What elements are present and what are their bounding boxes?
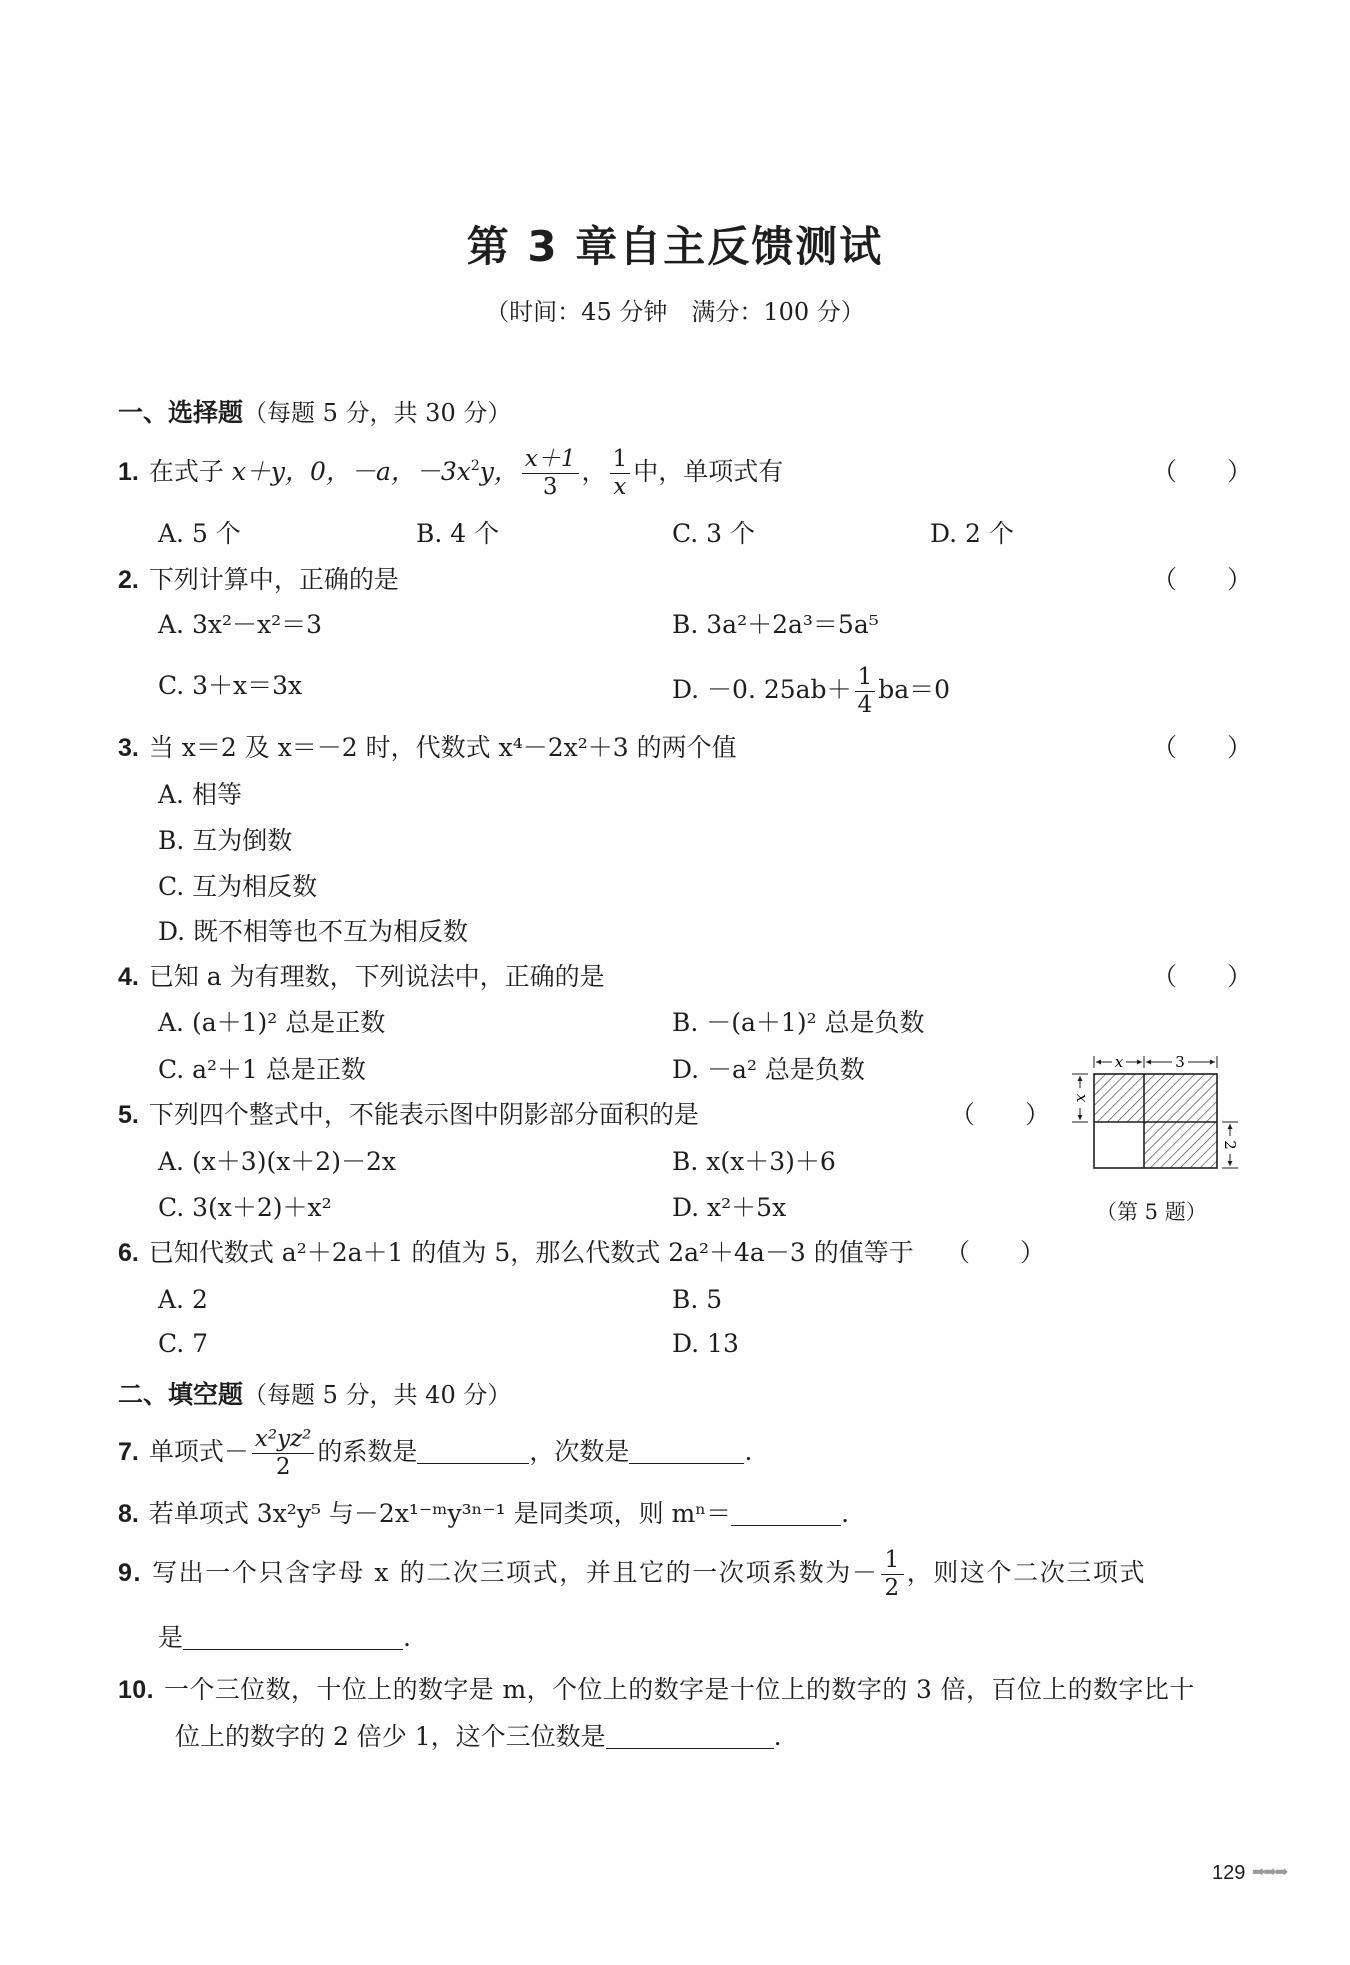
section-2-note: （每题 5 分，共 40 分） <box>243 1381 512 1409</box>
question-3-option-d: D. 既不相等也不互为相反数 <box>158 917 469 946</box>
figure-label-3: 3 <box>1175 1053 1185 1071</box>
question-6-option-b: B. 5 <box>672 1285 723 1314</box>
question-1-option-d: D. 2 个 <box>930 519 1014 548</box>
question-4-option-b: B. －(a＋1)² 总是负数 <box>672 1008 925 1037</box>
question-5-text: 下列四个整式中，不能表示图中阴影部分面积的是 <box>148 1100 699 1129</box>
page-subtitle: （时间：45 分钟 满分：100 分） <box>485 298 865 326</box>
question-4-option-d: D. －a² 总是负数 <box>672 1055 865 1084</box>
question-9-line-2: 是 . <box>158 1623 411 1652</box>
question-5-option-c: C. 3(x＋2)＋x² <box>158 1193 332 1222</box>
section-1-heading <box>118 393 511 429</box>
question-1-option-b: B. 4 个 <box>416 519 500 548</box>
question-2-option-a: A. 3x²－x²＝3 <box>158 610 323 639</box>
question-5 <box>118 1095 699 1135</box>
question-8: 8. 若单项式 3x²y⁵ 与－2x¹⁻ᵐy³ⁿ⁻¹ 是同类项，则 mⁿ＝ . <box>118 1499 850 1528</box>
section-2-heading <box>118 1375 511 1411</box>
question-3 <box>118 728 737 768</box>
question-1-option-c: C. 3 个 <box>672 519 755 548</box>
arrow-decoration-icon: ➡➡➡ <box>1252 1862 1287 1881</box>
question-1-answer-paren[interactable]: （ ） <box>1152 457 1253 486</box>
question-3-option-a: A. 相等 <box>158 780 242 809</box>
question-2-number: 2. <box>118 566 139 594</box>
question-1-text-b: 中，单项式有 <box>633 457 784 486</box>
question-1-expr: x＋y，0，－a，$-3x^2y$， <box>231 457 519 486</box>
question-7-number: 7. <box>118 1438 139 1466</box>
section-1-label: 一、选择题 <box>118 398 244 427</box>
question-8-number: 8. <box>118 1500 139 1528</box>
question-4-option-a: A. (a＋1)² 总是正数 <box>158 1008 386 1037</box>
question-2-option-c: C. 3＋x＝3x <box>158 671 303 700</box>
question-4-option-c: C. a²＋1 总是正数 <box>158 1055 366 1084</box>
question-5-option-b: B. x(x＋3)＋6 <box>672 1147 836 1176</box>
question-10 <box>118 1670 1195 1710</box>
question-6-option-d: D. 13 <box>672 1329 739 1358</box>
question-5-figure-caption: （第 5 题） <box>1096 1200 1207 1224</box>
question-1-fraction-1: $\frac{x+1}{3}$ <box>522 448 579 499</box>
question-5-figure <box>1060 1050 1250 1180</box>
question-2-answer-paren[interactable]: （ ） <box>1152 565 1253 594</box>
question-2-option-b: B. 3a²＋2a³＝5a⁵ <box>672 610 879 639</box>
question-7-blank-coefficient[interactable] <box>417 1435 529 1464</box>
question-5-answer-paren[interactable]: （ ） <box>950 1100 1051 1129</box>
question-1: 1. 在式子 x＋y，0，－a，$-3x^2y$， $\frac{x+1}{3}$ ， $\frac{1}{x}$ 中，单项式有 <box>118 446 784 500</box>
question-2-text: 下列计算中，正确的是 <box>148 565 399 594</box>
question-7-fraction: $\frac{\text{x²yz²}}{2}$ <box>252 1428 315 1479</box>
question-5-number: 5. <box>118 1101 139 1129</box>
question-4-number: 4. <box>118 963 139 991</box>
question-8-text: 若单项式 3x²y⁵ 与－2x¹⁻ᵐy³ⁿ⁻¹ 是同类项，则 mⁿ＝ <box>148 1499 732 1528</box>
page-number: 129 <box>1212 1862 1246 1884</box>
question-10-number: 10. <box>118 1676 154 1704</box>
shaded-rect-3x2 <box>1144 1122 1217 1168</box>
question-3-answer-paren[interactable]: （ ） <box>1152 733 1253 762</box>
question-5-option-d: D. x²＋5x <box>672 1193 787 1222</box>
question-9: 9. 写出一个只含字母 x 的二次三项式，并且它的一次项系数为－ $\frac{1}{2}$ ，则这个二次三项式 <box>118 1547 1147 1601</box>
figure-label-2: 2 <box>1221 1140 1239 1150</box>
question-3-option-c: C. 互为相反数 <box>158 872 318 901</box>
question-2-option-d: D. －0. 25ab＋ $\frac{1}{4}$ ba＝0 <box>672 664 951 718</box>
question-4-text: 已知 a 为有理数，下列说法中，正确的是 <box>148 962 605 991</box>
question-10-line-1: 一个三位数，十位上的数字是 m，个位上的数字是十位上的数字的 3 倍，百位上的数字比十 <box>163 1675 1195 1704</box>
section-1-note: （每题 5 分，共 30 分） <box>243 399 512 427</box>
question-7: 7. 单项式－ $\frac{\text{x²yz²}}{2}$ 的系数是 ，次数是 . <box>118 1426 753 1480</box>
question-6-text: 已知代数式 a²＋2a＋1 的值为 5，那么代数式 2a²＋4a－3 的值等于 <box>148 1238 914 1267</box>
question-6 <box>118 1233 914 1273</box>
question-1-text-a: 在式子 <box>148 457 224 486</box>
question-1-number: 1. <box>118 458 139 486</box>
question-9-number: 9. <box>118 1559 143 1587</box>
question-2 <box>118 560 399 600</box>
shaded-square-xx <box>1094 1074 1144 1122</box>
question-7-blank-degree[interactable] <box>629 1435 744 1464</box>
question-6-number: 6. <box>118 1239 139 1267</box>
question-4 <box>118 957 605 997</box>
question-9-blank[interactable] <box>183 1621 403 1650</box>
question-3-option-b: B. 互为倒数 <box>158 826 293 855</box>
figure-label-x-top: x <box>1114 1053 1124 1071</box>
question-1-option-a: A. 5 个 <box>158 519 241 548</box>
question-9-fraction: $\frac{1}{2}$ <box>881 1549 903 1600</box>
question-6-answer-paren[interactable]: （ ） <box>945 1238 1046 1267</box>
question-1-fraction-2: $\frac{1}{x}$ <box>610 448 631 499</box>
question-10-line-2: 位上的数字的 2 倍少 1，这个三位数是 . <box>175 1722 782 1751</box>
page-title: 第 3 章自主反馈测试 <box>466 222 884 271</box>
question-3-number: 3. <box>118 734 139 762</box>
question-5-option-a: A. (x＋3)(x＋2)－2x <box>158 1147 396 1176</box>
question-3-text: 当 x＝2 及 x＝－2 时，代数式 x⁴－2x²＋3 的两个值 <box>148 733 737 762</box>
shaded-rect-3x <box>1144 1074 1217 1122</box>
question-6-option-c: C. 7 <box>158 1329 209 1358</box>
section-2-label: 二、填空题 <box>118 1380 244 1409</box>
figure-label-x-left: x <box>1071 1093 1089 1103</box>
question-10-blank[interactable] <box>606 1720 774 1749</box>
question-8-blank[interactable] <box>731 1497 841 1526</box>
question-6-option-a: A. 2 <box>158 1285 208 1314</box>
question-4-answer-paren[interactable]: （ ） <box>1152 962 1253 991</box>
